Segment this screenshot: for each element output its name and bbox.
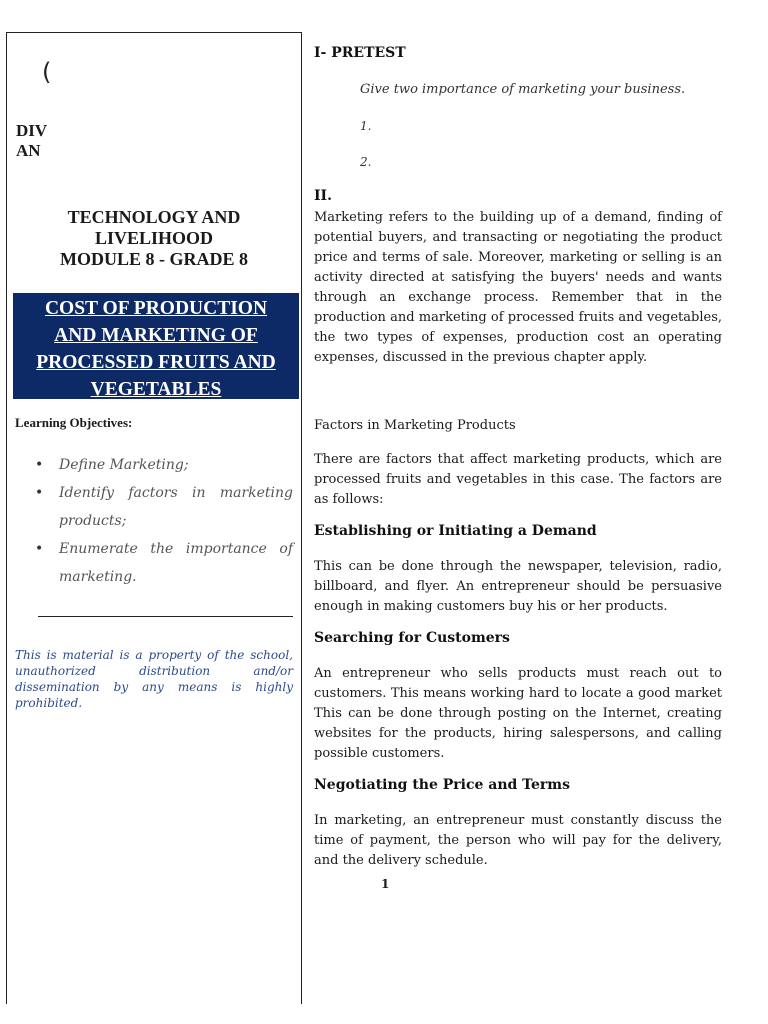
- module-title-line-4: VEGETABLES: [90, 379, 222, 400]
- objective-item: • Define Marketing;: [29, 451, 293, 479]
- section-2-heading: II.: [314, 188, 332, 204]
- subject-line-1: TECHNOLOGY AND: [67, 207, 241, 227]
- cover-panel: [6, 32, 302, 1004]
- objective-item: • Identify factors in marketing products;: [29, 479, 293, 535]
- factor-3-heading: Negotiating the Price and Terms: [314, 777, 570, 793]
- subject-line-2: LIVELIHOOD: [94, 228, 214, 248]
- objective-item: • Enumerate the importance of marketing.: [29, 535, 293, 591]
- copyright-notice: This is material is a property of the school, unauthorized distribution and/or dissemination by any means is highly prohibited.: [15, 648, 293, 710]
- division-heading: [16, 121, 47, 161]
- cropped-logo-fragment: (: [42, 58, 52, 86]
- intro-paragraph: Marketing refers to the building up of a demand, finding of potential buyers, and transacting or negotiating the product price and terms of sale. Moreover, marketing or selling is an activity directed at satisfying the buyers' needs and wants through an exchange process. Remember that in the production and marketing of processed fruits and vegetables, the two types of expenses, production cost an operating expenses, discussed in the previous chapter apply.: [314, 210, 722, 365]
- division-line-1: DIV: [16, 121, 48, 140]
- division-line-2: AN: [16, 141, 41, 160]
- pretest-question: Give two importance of marketing your business.: [360, 82, 686, 97]
- factor-1-paragraph: This can be done through the newspaper, television, radio, billboard, and flyer. An entrepreneur should be persuasive enough in making customers buy his or her products.: [314, 559, 722, 614]
- answer-line-2: 2.: [360, 155, 372, 169]
- module-title-line-1: COST OF PRODUCTION: [44, 298, 268, 319]
- factors-intro-paragraph: There are factors that affect marketing products, which are processed fruits and vegetables in this case. The factors are as follows:: [314, 452, 722, 507]
- subject-heading: [7, 207, 301, 270]
- factor-2-paragraph: An entrepreneur who sells products must reach out to customers. This means working hard to locate a good market This can be done through posting on the Internet, creating websites for the products, hiring salespersons, and calling possible customers.: [314, 666, 722, 761]
- module-grade-line: MODULE 8 - GRADE 8: [60, 249, 248, 269]
- module-title-line-3: PROCESSED FRUITS AND: [36, 352, 276, 373]
- page-number: 1: [381, 877, 390, 891]
- factor-2-heading: Searching for Customers: [314, 630, 510, 646]
- objectives-list: [29, 451, 293, 591]
- factor-3-paragraph: In marketing, an entrepreneur must constantly discuss the time of payment, the person who will pay for the delivery, and the delivery schedule.: [314, 813, 722, 868]
- factor-1-heading: Establishing or Initiating a Demand: [314, 523, 597, 539]
- answer-line-1: 1.: [360, 119, 372, 133]
- objectives-heading: Learning Objectives:: [15, 415, 133, 430]
- factors-heading: Factors in Marketing Products: [314, 418, 516, 433]
- pretest-heading: I- PRETEST: [314, 45, 406, 61]
- divider-line: [38, 616, 293, 617]
- module-title-line-2: AND MARKETING OF: [54, 325, 258, 346]
- module-title-banner: [13, 293, 299, 399]
